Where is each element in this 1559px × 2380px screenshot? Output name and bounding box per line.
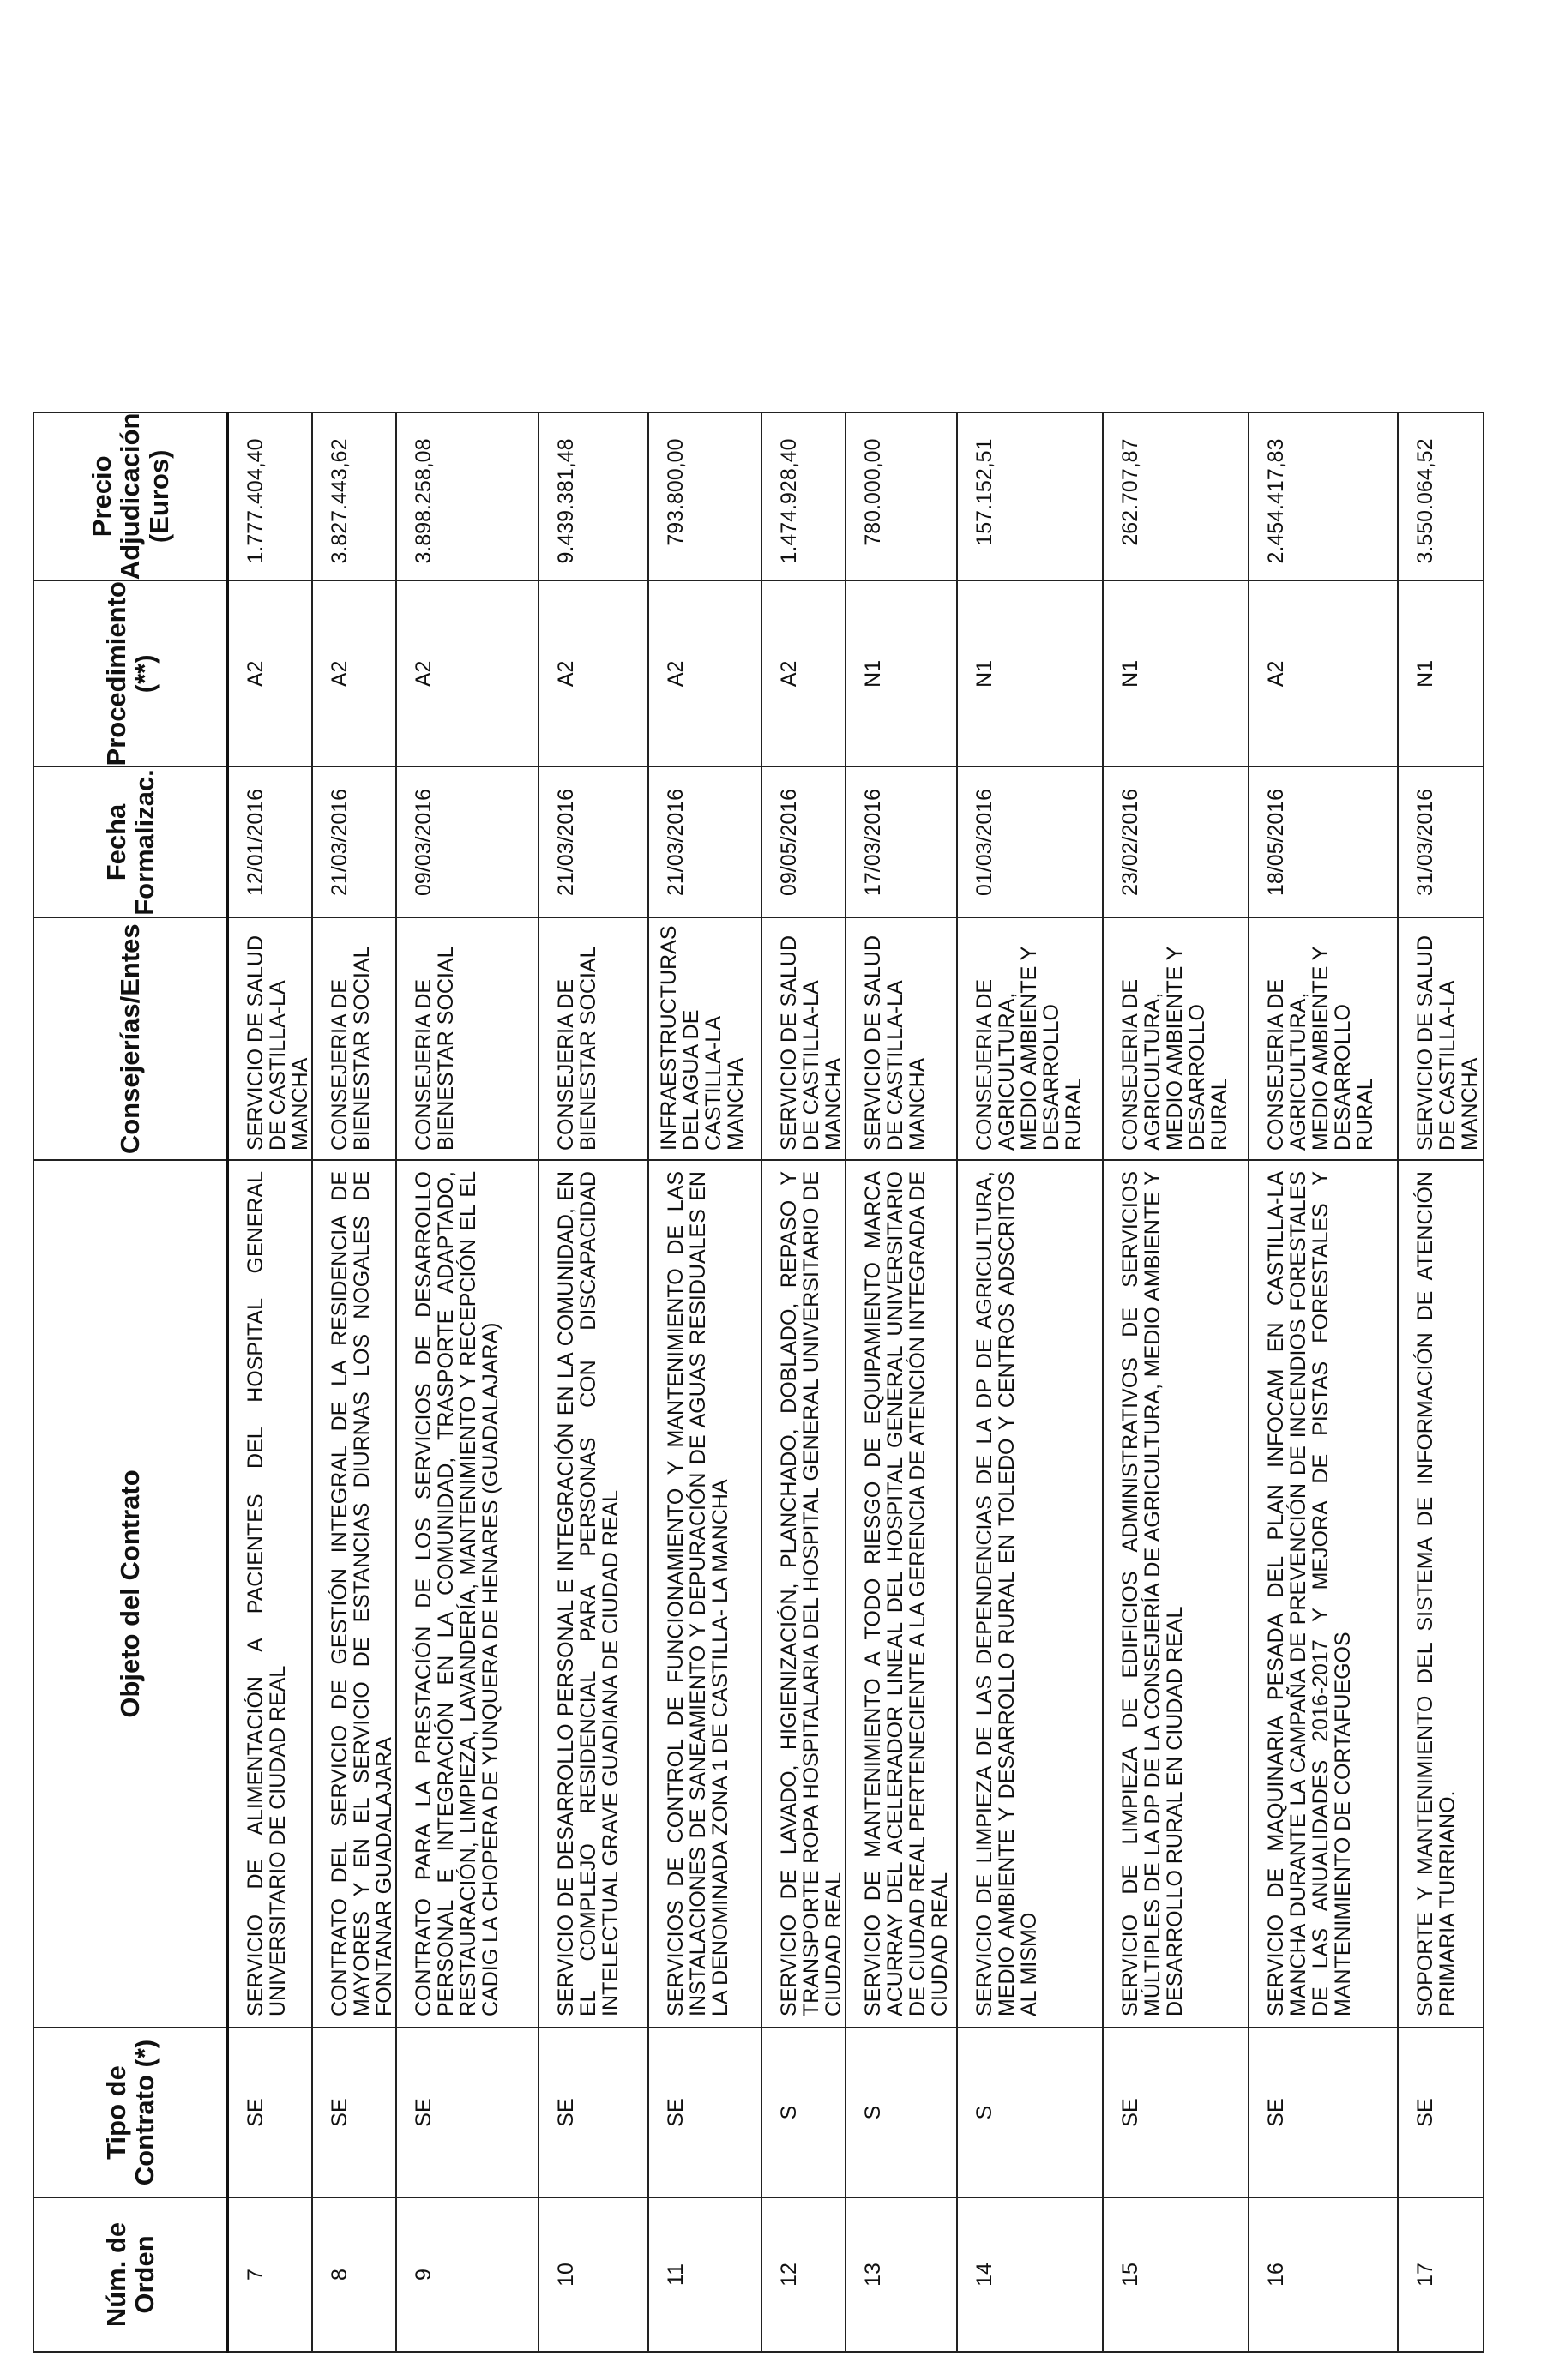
header-fecha: Fecha Formalizac.: [33, 766, 228, 917]
header-tipo: Tipo de Contrato (*): [33, 2028, 228, 2197]
cell-num: 17: [1398, 2197, 1484, 2352]
cell-proc: A2: [1249, 580, 1398, 766]
cell-proc: N1: [1103, 580, 1249, 766]
header-ente: Consejerías/Entes: [33, 917, 228, 1160]
cell-ente: CONSEJERIA DE AGRICULTURA, MEDIO AMBIENTE Y DESARROLLO RURAL: [1103, 917, 1249, 1160]
header-row: [33, 412, 228, 2352]
cell-precio: 793.800,00: [648, 412, 761, 581]
cell-num: 15: [1103, 2197, 1249, 2352]
cell-fecha: 17/03/2016: [846, 766, 957, 917]
cell-proc: N1: [1398, 580, 1484, 766]
cell-num: 16: [1249, 2197, 1398, 2352]
cell-ente: CONSEJERIA DE AGRICULTURA, MEDIO AMBIENTE Y DESARROLLO RURAL: [1249, 917, 1398, 1160]
table-row: [761, 412, 846, 2352]
cell-fecha: 18/05/2016: [1249, 766, 1398, 917]
cell-tipo: SE: [1249, 2028, 1398, 2197]
cell-tipo: SE: [648, 2028, 761, 2197]
cell-ente: SERVICIO DE SALUD DE CASTILLA-LA MANCHA: [228, 917, 313, 1160]
cell-precio: 2.454.417,83: [1249, 412, 1398, 581]
cell-objeto: SERVICIO DE MANTENIMIENTO A TODO RIESGO DE EQUIPAMIENTO MARCA ACURRAY DEL ACELERADOR LINEAL DEL HOSPITAL GENERAL UNIVERSITARIO DE CIUDAD REAL PERTENECIENTE A LA GERENCIA DE ATENCIÓN INTEGRADA DE CIUDAD REAL: [846, 1160, 957, 2028]
cell-num: 7: [228, 2197, 313, 2352]
table-row: [228, 412, 313, 2352]
cell-tipo: SE: [1103, 2028, 1249, 2197]
header-num: Núm. de Orden: [33, 2197, 228, 2352]
cell-proc: A2: [396, 580, 539, 766]
cell-fecha: 09/05/2016: [761, 766, 846, 917]
cell-num: 13: [846, 2197, 957, 2352]
cell-proc: A2: [761, 580, 846, 766]
table-row: [396, 412, 539, 2352]
table-row: [846, 412, 957, 2352]
cell-tipo: SE: [228, 2028, 313, 2197]
table-row: [312, 412, 396, 2352]
cell-objeto: SERVICIO DE LIMPIEZA DE LAS DEPENDENCIAS DE LA DP DE AGRICULTURA, MEDIO AMBIENTE Y DESARROLLO RURAL EN TOLEDO Y CENTROS ADSCRITOS AL MISMO: [957, 1160, 1103, 2028]
cell-precio: 1.777.404,40: [228, 412, 313, 581]
cell-tipo: S: [761, 2028, 846, 2197]
cell-proc: A2: [648, 580, 761, 766]
cell-fecha: 01/03/2016: [957, 766, 1103, 917]
table-row: [648, 412, 761, 2352]
cell-ente: CONSEJERIA DE BIENESTAR SOCIAL: [539, 917, 648, 1160]
cell-num: 12: [761, 2197, 846, 2352]
cell-tipo: SE: [539, 2028, 648, 2197]
cell-precio: 262.707,87: [1103, 412, 1249, 581]
cell-ente: SERVICIO DE SALUD DE CASTILLA-LA MANCHA: [761, 917, 846, 1160]
header-precio: Precio Adjudicación (Euros): [33, 412, 228, 581]
cell-proc: N1: [957, 580, 1103, 766]
cell-ente: CONSEJERIA DE BIENESTAR SOCIAL: [312, 917, 396, 1160]
cell-precio: 3.827.443,62: [312, 412, 396, 581]
cell-objeto: SERVICIO DE MAQUINARIA PESADA DEL PLAN INFOCAM EN CASTILLA-LA MANCHA DURANTE LA CAMPAÑA DE PREVENCIÓN DE INCENDIOS FORESTALES DE LAS ANUALIDADES 2016-2017 Y MEJORA DE PISTAS FORESTALES Y MANTENIMIENTO DE CORTAFUEGOS: [1249, 1160, 1398, 2028]
cell-fecha: 21/03/2016: [539, 766, 648, 917]
cell-fecha: 21/03/2016: [312, 766, 396, 917]
cell-fecha: 12/01/2016: [228, 766, 313, 917]
cell-tipo: S: [957, 2028, 1103, 2197]
cell-precio: 1.474.928,40: [761, 412, 846, 581]
cell-fecha: 09/03/2016: [396, 766, 539, 917]
contracts-table: [33, 412, 1484, 2353]
cell-ente: SERVICIO DE SALUD DE CASTILLA-LA MANCHA: [1398, 917, 1484, 1160]
header-objeto: Objeto del Contrato: [33, 1160, 228, 2028]
table-row: [539, 412, 648, 2352]
cell-proc: A2: [228, 580, 313, 766]
cell-num: 9: [396, 2197, 539, 2352]
cell-precio: 3.898.258,08: [396, 412, 539, 581]
cell-objeto: CONTRATO DEL SERVICIO DE GESTIÓN INTEGRAL DE LA RESIDENCIA DE MAYORES Y EN EL SERVICIO DE ESTANCIAS DIURNAS LOS NOGALES DE FONTANAR GUADALAJARA: [312, 1160, 396, 2028]
cell-num: 11: [648, 2197, 761, 2352]
cell-precio: 157.152,51: [957, 412, 1103, 581]
cell-objeto: SOPORTE Y MANTENIMIENTO DEL SISTEMA DE INFORMACIÓN DE ATENCIÓN PRIMARIA TURRIANO.: [1398, 1160, 1484, 2028]
cell-objeto: SERVICIOS DE CONTROL DE FUNCIONAMIENTO Y MANTENIMIENTO DE LAS INSTALACIONES DE SANEAMIENTO Y DEPURACIÓN DE AGUAS RESIDUALES EN LA DENOMINADA ZONA 1 DE CASTILLA- LA MANCHA: [648, 1160, 761, 2028]
cell-proc: A2: [539, 580, 648, 766]
cell-proc: A2: [312, 580, 396, 766]
cell-fecha: 21/03/2016: [648, 766, 761, 917]
cell-num: 14: [957, 2197, 1103, 2352]
cell-fecha: 31/03/2016: [1398, 766, 1484, 917]
cell-tipo: S: [846, 2028, 957, 2197]
cell-objeto: SERVICIO DE DESARROLLO PERSONAL E INTEGRACIÓN EN LA COMUNIDAD, EN EL COMPLEJO RESIDENCIAL PARA PERSONAS CON DISCAPACIDAD INTELECTUAL GRAVE GUADIANA DE CIUDAD REAL: [539, 1160, 648, 2028]
cell-precio: 3.550.064,52: [1398, 412, 1484, 581]
cell-ente: CONSEJERIA DE AGRICULTURA, MEDIO AMBIENTE Y DESARROLLO RURAL: [957, 917, 1103, 1160]
cell-tipo: SE: [312, 2028, 396, 2197]
cell-ente: SERVICIO DE SALUD DE CASTILLA-LA MANCHA: [846, 917, 957, 1160]
cell-proc: N1: [846, 580, 957, 766]
cell-fecha: 23/02/2016: [1103, 766, 1249, 917]
cell-num: 10: [539, 2197, 648, 2352]
cell-objeto: SERVICIO DE ALIMENTACIÓN A PACIENTES DEL HOSPITAL GENERAL UNIVERSITARIO DE CIUDAD REAL: [228, 1160, 313, 2028]
cell-objeto: SERVICIO DE LIMPIEZA DE EDIFICIOS ADMINISTRATIVOS DE SERVICIOS MÚLTIPLES DE LA DP DE LA CONSEJERÍA DE AGRICULTURA, MEDIO AMBIENTE Y DESARROLLO RURAL EN CIUDAD REAL: [1103, 1160, 1249, 2028]
cell-tipo: SE: [1398, 2028, 1484, 2197]
cell-ente: CONSEJERIA DE BIENESTAR SOCIAL: [396, 917, 539, 1160]
cell-precio: 780.000,00: [846, 412, 957, 581]
table-row: [1398, 412, 1484, 2352]
header-proc: Procedimiento (**): [33, 580, 228, 766]
table-row: [957, 412, 1103, 2352]
cell-ente: INFRAESTRUCTURAS DEL AGUA DE CASTILLA-LA MANCHA: [648, 917, 761, 1160]
cell-num: 8: [312, 2197, 396, 2352]
cell-tipo: SE: [396, 2028, 539, 2197]
cell-objeto: SERVICIO DE LAVADO, HIGIENIZACIÓN, PLANCHADO, DOBLADO, REPASO Y TRANSPORTE ROPA HOSPITALARIA DEL HOSPITAL GENERAL UNIVERSITARIO DE CIUDAD REAL: [761, 1160, 846, 2028]
table-row: [1249, 412, 1398, 2352]
cell-precio: 9.439.381,48: [539, 412, 648, 581]
cell-objeto: CONTRATO PARA LA PRESTACIÓN DE LOS SERVICIOS DE DESARROLLO PERSONAL E INTEGRACIÓN EN LA COMUNIDAD, TRASPORTE ADAPTADO, RESTAURACIÓN, LIMPIEZA, LAVANDERÍA, MANTENIMIENTO Y RECEPCIÓN EL EL CADIG LA CHOPERA DE YUNQUERA DE HENARES (GUADALAJARA): [396, 1160, 539, 2028]
table-row: [1103, 412, 1249, 2352]
